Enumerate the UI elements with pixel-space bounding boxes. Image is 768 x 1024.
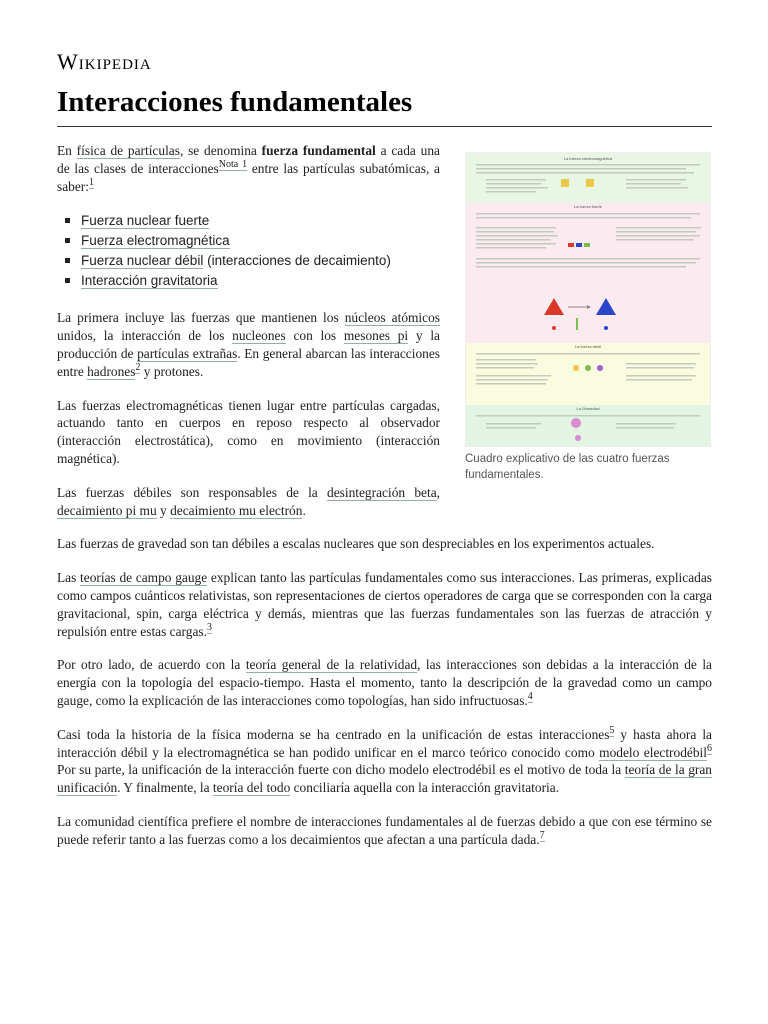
link-fuerza-nuclear-fuerte[interactable]: Fuerza nuclear fuerte [81,213,210,229]
link-particulas-extranas[interactable]: partículas extrañas [137,345,238,361]
bullet-icon [65,238,70,243]
paragraph-6: Las teorías de campo gauge explican tanto las partículas fundamentales como sus interacciones. Las primeras, explicadas como campos cuánticos relativistas, son representaciones de ciertos operadores de carga que se corresponden con la carga gravitacional, spin, carga eléctrica y demás, mientras que las fuerzas fundamentales son las fuerzas de atracción y repulsión entre estas cargas.$^3$ [57,570,712,639]
gluon-icon [576,318,578,330]
section-title-weak: La fuerza débil [574,344,602,349]
link-fuerza-nuclear-debil[interactable]: Fuerza nuclear débil [81,253,204,269]
link-teoria-relatividad[interactable]: teoría general de la relatividad [245,657,418,673]
bullet-icon [65,218,70,223]
link-nucleos-atomicos[interactable]: núcleos atómicos [344,310,441,326]
particle-green-icon [585,365,591,371]
paragraph-4: Las fuerzas débiles son responsables de la desintegración beta, decaimiento pi mu y decaimiento mu electrón. [57,484,440,518]
link-modelo-electrodebil[interactable]: modelo electrodébil [599,744,707,760]
link-fisica-de-particulas[interactable]: física de partículas [76,143,180,158]
paragraph-9: La comunidad científica prefiere el nombre de interacciones fundamentales al de fuerzas debido a que con ese término se puede referir tanto a las fuerzas como a los decaimientos que afectan a una partícula dada.$^7$ [57,813,712,847]
band-strong [466,203,710,343]
quark-red-icon [552,326,556,330]
bold-term: fuerza fundamental [261,143,376,158]
ref-2[interactable]: 2 [135,362,141,374]
ref-3[interactable]: 3 [206,622,212,634]
link-teoria-del-todo[interactable]: teoría del todo [212,780,291,796]
link-fuerza-electromagnetica[interactable]: Fuerza electromagnética [81,233,230,249]
ref-5[interactable]: 5 [609,725,615,737]
link-decaimiento-pi-mu[interactable]: decaimiento pi mu [57,502,157,518]
figure-box [465,152,709,483]
band-weak [466,343,710,405]
link-nucleones[interactable]: nucleones [232,328,286,344]
yellow-square-icon [561,179,569,187]
band-gravity [466,405,710,446]
wikipedia-logo[interactable]: Wikipedia [57,49,152,74]
ref-6[interactable]: 6 [707,743,712,755]
paragraph-8: Casi toda la historia de la física moderna se ha centrado en la unificación de estas interacciones$^5$ y hasta ahora la interacción débil y la electromagnética se han podido unificar en el marco teórico conocido como modelo electrodébil$^6$ Por su parte, la unificación de la interacción fuerte con dicho modelo electrodébil es el motivo de toda la teoría de la gran unificación. Y finalmente, la teoría del todo conciliaría aquella con la interacción gravitatoria. [57,725,712,796]
bullet-icon [65,278,70,283]
color-chip-icon [568,243,574,247]
link-decaimiento-mu-electron[interactable]: decaimiento mu electrón [170,502,303,518]
color-chip-icon [576,243,582,247]
intro-paragraph: En física de partículas, se denomina fuerza fundamental a cada una de las clases de interacciones$^{Nota 1}$ entre las partículas subatómicas, a saber:$^1$ [57,143,440,194]
link-hadrones[interactable]: hadrones [87,363,136,379]
graviton-small-icon [575,435,581,441]
ref-7[interactable]: 7 [539,830,545,842]
title-divider [57,126,712,127]
forces-diagram-image[interactable] [465,152,711,447]
list-item: Fuerza nuclear débil (interacciones de decaimiento) [65,251,712,271]
link-desintegracion-beta[interactable]: desintegración beta [327,484,437,500]
ref-1[interactable]: 1 [88,177,94,189]
quark-blue-icon [604,326,608,330]
section-title-strong: La fuerza fuerte [573,204,603,209]
page-title: Interacciones fundamentales [57,86,413,118]
link-mesones-pi[interactable]: mesones pi [343,328,409,344]
figure-caption: Cuadro explicativo de las cuatro fuerzas fundamentales. [465,453,670,481]
link-teorias-campo-gauge[interactable]: teorías de campo gauge [80,570,208,586]
paragraph-7: Por otro lado, de acuerdo con la teoría general de la relatividad, las interacciones son debidas a la interacción de la energía con la topología del espacio-tiempo. Hasta el momento, tanto la descripción de la gravedad como un campo gauge, como la explicación de las interacciones como topologías, han sido infructuosas.$^4$ [57,657,712,708]
note-1-ref[interactable]: Nota 1 [218,159,248,171]
paragraph-5: Las fuerzas de gravedad son tan débiles a escalas nucleares que son despreciables en los experimentos actuales. [57,536,655,552]
link-interaccion-gravitatoria[interactable]: Interacción gravitatoria [81,273,218,289]
paragraph-3: Las fuerzas electromagnéticas tienen lugar entre partículas cargadas, actuando tanto en cuerpos en reposo respecto al observador (interacción electrostática), como en movimiento (interacción magnética). [57,397,440,466]
particle-purple-icon [597,365,603,371]
section-title-em: La fuerza electromagnética [563,156,613,161]
link-gran-unificacion[interactable]: teoría de la gran unificación [57,762,712,796]
section-title-gravity: La Gravedad [576,406,600,411]
yellow-square-icon [586,179,594,187]
particle-yellow-icon [573,365,579,371]
forces-diagram-svg [466,153,710,446]
paragraph-2: La primera incluye las fuerzas que mantienen los núcleos atómicos unidos, la interacción de los nucleones con los mesones pi y la producción de partículas extrañas. En general abarcan las interacciones entre hadrones$^2$ y protones. [57,310,441,379]
ref-4[interactable]: 4 [527,691,533,703]
graviton-icon [571,418,581,428]
bullet-icon [65,258,70,263]
color-chip-icon [584,243,590,247]
